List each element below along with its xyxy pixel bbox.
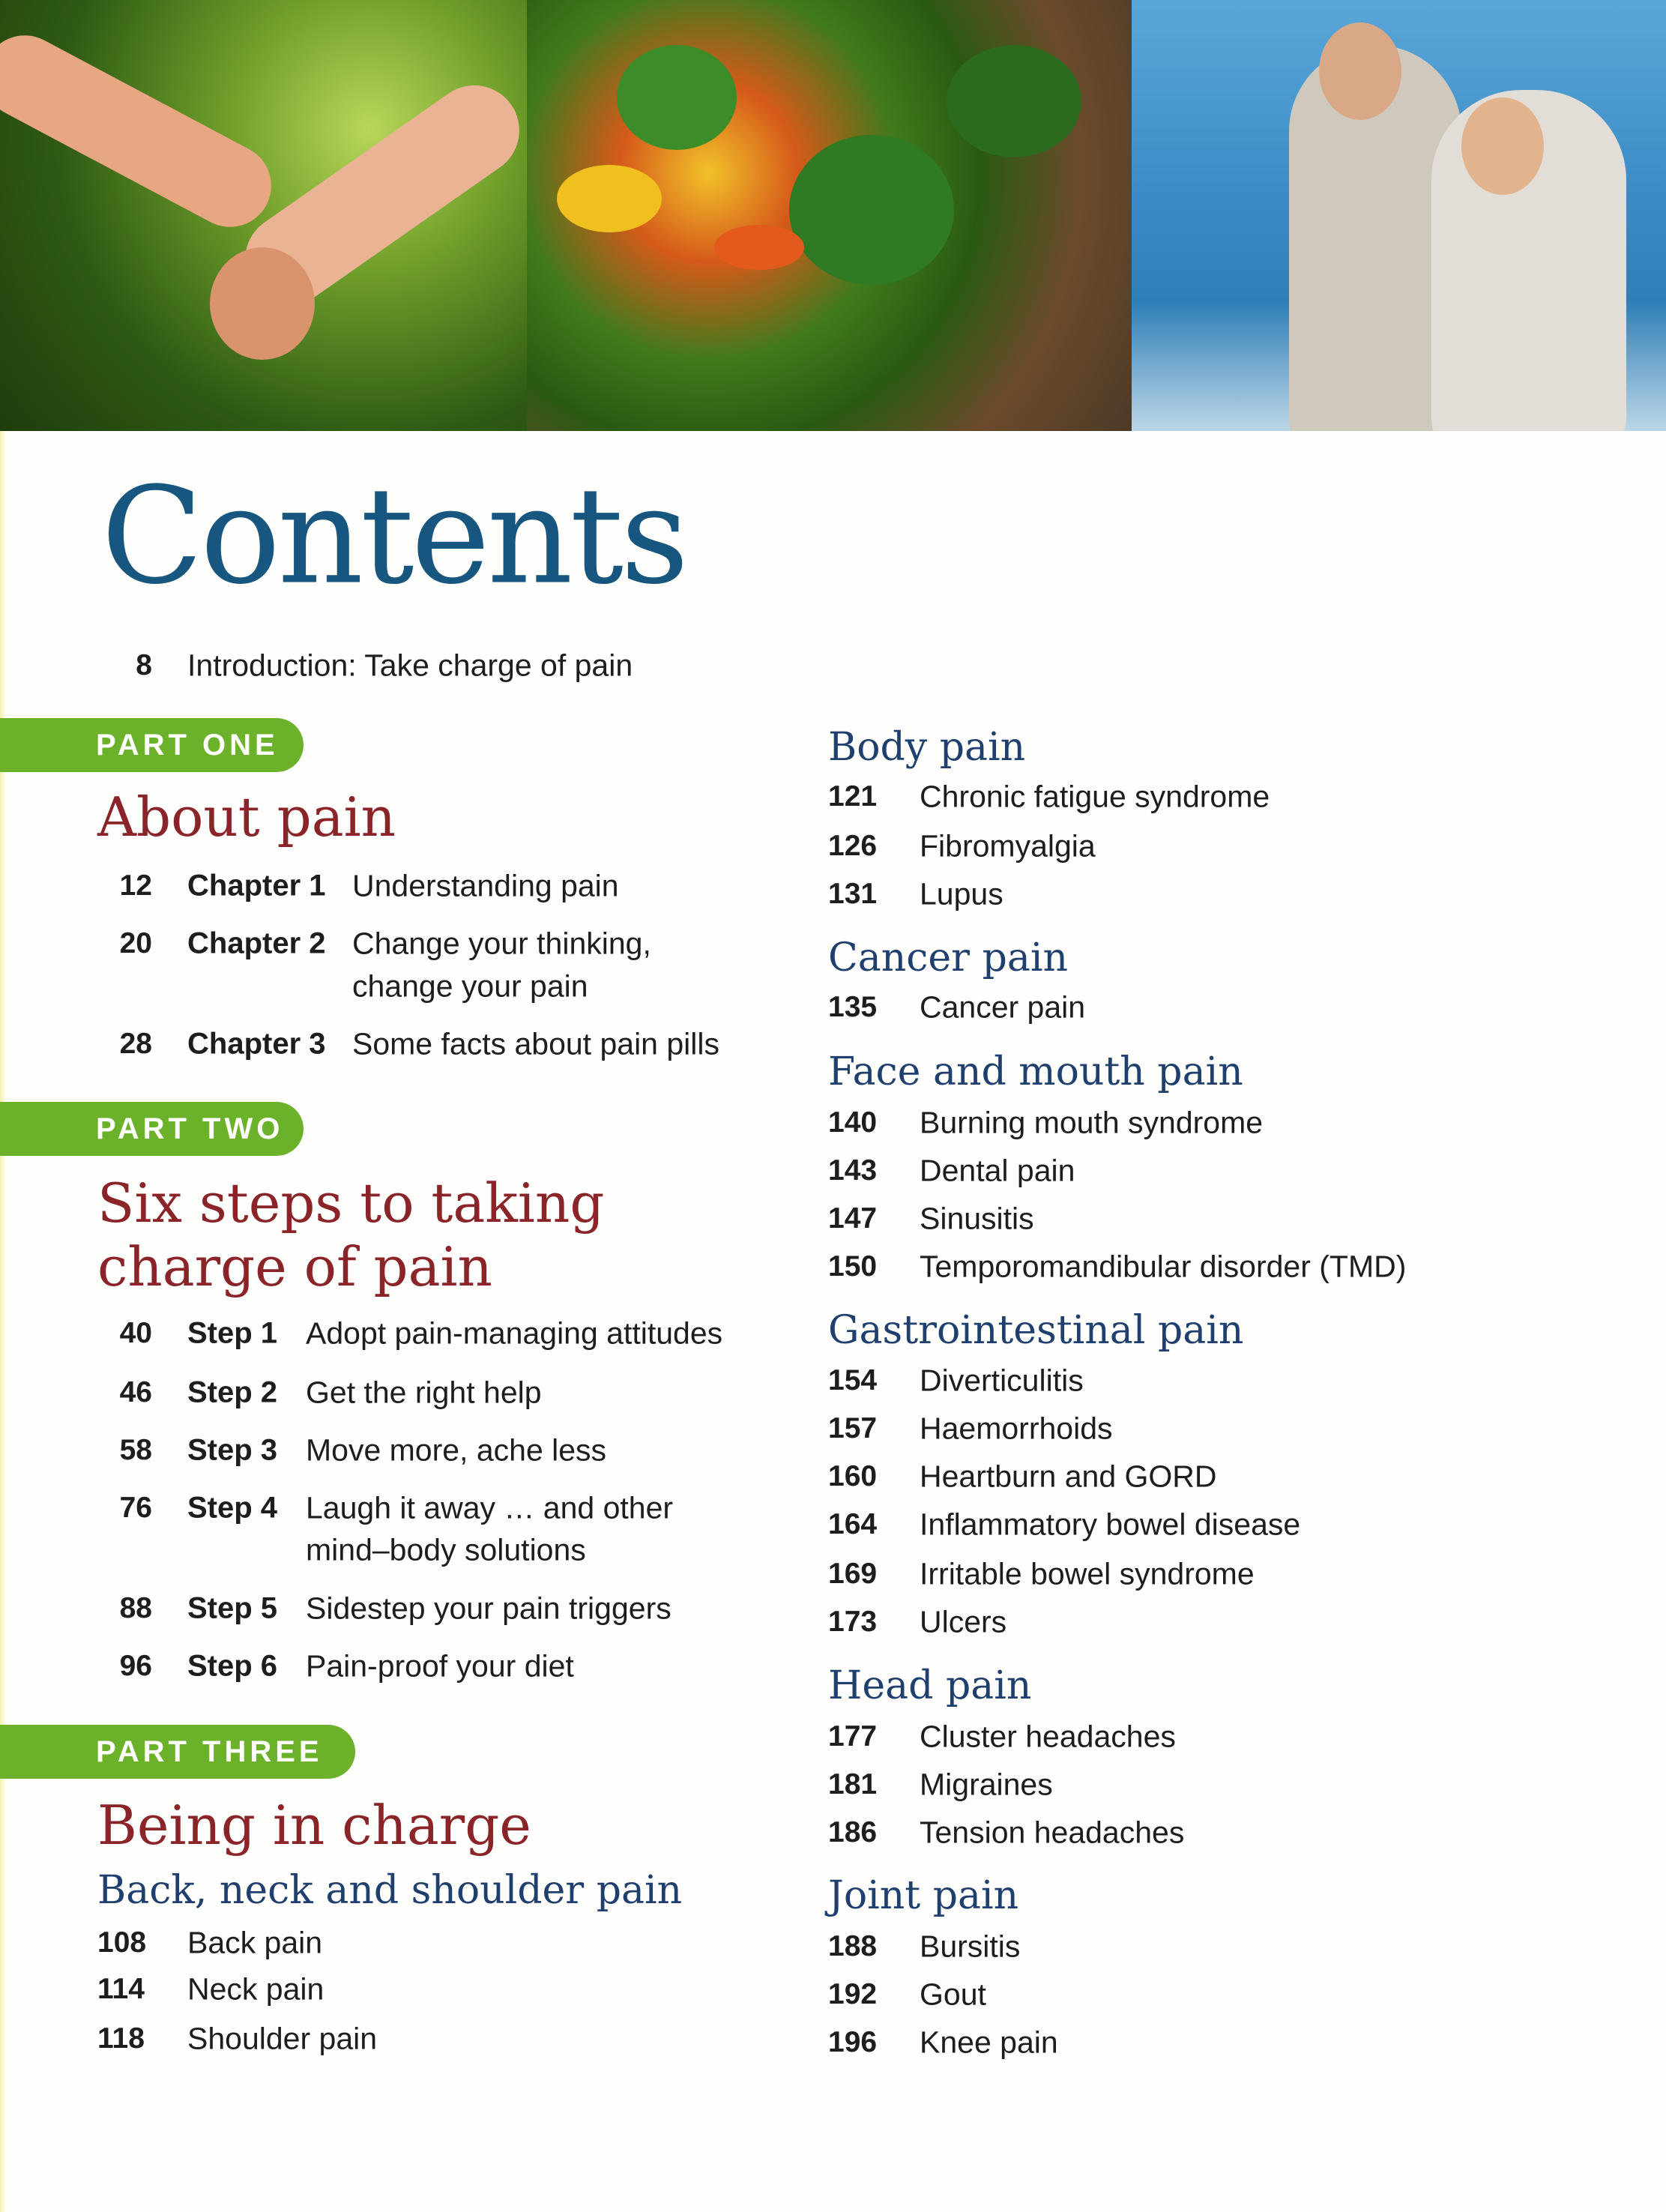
entry-page: 196 [828,2026,878,2058]
entry-label: Step 1 [187,1316,278,1350]
entry-title: Migraines [920,1767,1053,1802]
intro-text: Introduction: Take charge of pain [187,648,633,683]
entry-title: Pain-proof your diet [306,1648,574,1684]
entry-page: 131 [828,878,878,910]
entry-label: Step 6 [187,1649,278,1683]
entry-title: Inflammatory bowel disease [920,1507,1301,1542]
part-three-heading: Being in charge [97,1794,531,1857]
section-heading: Face and mouth pain [828,1049,1243,1094]
entry-title: Dental pain [920,1153,1075,1188]
entry-title: Laugh it away … and other [306,1490,674,1525]
entry-title: Haemorrhoids [920,1411,1113,1446]
entry-page: 76 [119,1492,152,1524]
entry-page: 147 [828,1202,878,1235]
section-heading: Head pain [828,1663,1032,1708]
entry-label: Step 2 [187,1375,278,1409]
entry-title: Bursitis [920,1929,1021,1964]
entry-page: 114 [97,1973,145,2005]
entry-title: Knee pain [920,2025,1058,2060]
entry-title: Heartburn and GORD [920,1459,1217,1494]
entry-page: 143 [828,1154,878,1187]
entry-page: 160 [828,1460,878,1492]
entry-page: 135 [828,991,878,1023]
entry-label: Step 3 [187,1433,278,1467]
entry-title: Ulcers [920,1604,1007,1639]
entry-title: Burning mouth syndrome [920,1105,1264,1140]
entry-page: 126 [828,830,878,862]
entry-title: Change your thinking, [352,926,651,961]
entry-title: Irritable bowel syndrome [920,1556,1255,1591]
entry-title: Chronic fatigue syndrome [920,779,1270,814]
part-two-heading-cont: charge of pain [97,1235,492,1298]
entry-page: 12 [119,870,152,902]
entry-title: Shoulder pain [187,2021,378,2056]
entry-page: 164 [828,1508,878,1540]
entry-page: 173 [828,1606,878,1638]
entry-page: 157 [828,1412,878,1444]
entry-title-cont: change your pain [352,968,588,1004]
entry-title: Cluster headaches [920,1719,1176,1754]
entry-title: Fibromyalgia [920,828,1096,864]
part-one-badge: PART ONE [0,718,304,772]
entry-title: Sinusitis [920,1201,1034,1236]
page-title: Contents [101,458,686,614]
entry-page: 154 [828,1364,878,1396]
holding-hands-photo [0,0,527,431]
intro-page: 8 [136,649,152,681]
entry-page: 108 [97,1926,147,1959]
entry-page: 177 [828,1720,878,1753]
part-one-heading: About pain [97,786,396,849]
entry-page: 181 [828,1768,878,1800]
entry-label: Step 5 [187,1591,278,1625]
entry-label: Chapter 1 [187,869,326,902]
part-two-heading: Six steps to taking [97,1172,605,1235]
entry-page: 192 [828,1978,878,2010]
entry-label: Step 4 [187,1491,278,1525]
stir-fry-vegetables-photo [527,0,1132,431]
entry-title-cont: mind–body solutions [306,1532,586,1567]
entry-page: 150 [828,1250,878,1283]
entry-title: Back pain [187,1925,323,1960]
entry-title: Diverticulitis [920,1363,1084,1398]
entry-page: 169 [828,1558,878,1590]
entry-title: Lupus [920,876,1003,911]
entry-title: Get the right help [306,1375,542,1410]
entry-page: 40 [119,1317,152,1349]
entry-page: 58 [119,1434,152,1466]
entry-title: Neck pain [187,1971,325,2007]
section-heading: Back, neck and shoulder pain [97,1868,683,1913]
entry-page: 118 [97,2022,145,2055]
entry-page: 96 [119,1650,152,1682]
entry-title: Tension headaches [920,1815,1185,1850]
entry-page: 121 [828,780,878,813]
entry-title: Cancer pain [920,989,1086,1025]
part-two-badge: PART TWO [0,1102,304,1156]
entry-title: Some facts about pain pills [352,1026,719,1061]
entry-title: Temporomandibular disorder (TMD) [920,1249,1407,1284]
entry-page: 20 [119,927,152,959]
entry-label: Chapter 3 [187,1027,326,1061]
entry-page: 188 [828,1930,878,1962]
entry-page: 140 [828,1106,878,1139]
part-three-badge: PART THREE [0,1725,355,1779]
entry-label: Chapter 2 [187,926,326,960]
entry-title: Adopt pain-managing attitudes [306,1316,723,1351]
section-heading: Cancer pain [828,935,1068,980]
entry-title: Gout [920,1977,986,2012]
entry-page: 28 [119,1028,152,1060]
entry-page: 46 [119,1376,152,1408]
entry-page: 186 [828,1816,878,1848]
entry-page: 88 [119,1592,152,1624]
entry-title: Understanding pain [352,868,619,903]
entry-title: Move more, ache less [306,1432,607,1468]
relaxing-couple-photo [1132,0,1666,431]
section-heading: Gastrointestinal pain [828,1308,1244,1353]
section-heading: Body pain [828,725,1026,770]
section-heading: Joint pain [828,1873,1019,1918]
entry-title: Sidestep your pain triggers [306,1591,671,1626]
